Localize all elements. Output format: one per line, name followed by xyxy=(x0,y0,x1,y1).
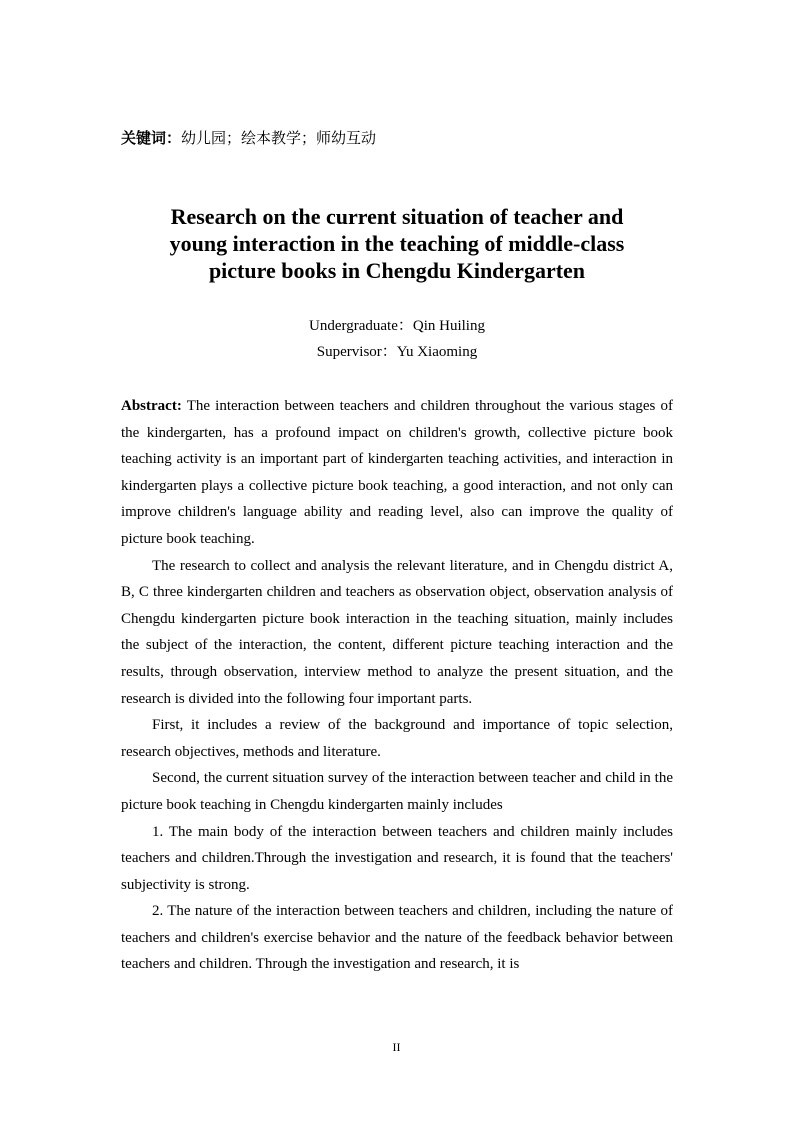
supervisor-line: Supervisor：Yu Xiaoming xyxy=(316,344,478,360)
abstract-paragraph: The research to collect and analysis the relevant literature, and in Chengdu district A, B, C three kindergarten children and teachers as observation object, observation analysis of Chengdu kindergarten picture book interaction in the teaching situation, mainly includes the subject of the interaction, the content, different picture teaching interaction and the results, through observation, interview method to analyze the present situation, and the research is divided into the following four important parts. xyxy=(121,557,673,707)
keywords-line xyxy=(121,127,376,149)
page-number: II xyxy=(392,1040,401,1054)
keywords-label: 关键词： xyxy=(121,129,182,147)
abstract-paragraph: First, it includes a review of the background and importance of topic selection, research objectives, methods and literature. xyxy=(121,717,673,760)
abstract-paragraph xyxy=(121,393,673,553)
paper-title xyxy=(121,203,673,284)
title-line: young interaction in the teaching of middle-class xyxy=(169,231,625,256)
undergraduate-line: Undergraduate：Qin Huiling xyxy=(309,318,485,334)
abstract-label: Abstract: xyxy=(121,398,182,414)
abstract-paragraph: 1. The main body of the interaction between teachers and children mainly includes teachers and children.Through the investigation and research, it is found that the teachers' subjectivity is strong. xyxy=(121,823,673,893)
abstract-body xyxy=(121,393,673,978)
abstract-paragraph: 2. The nature of the interaction between teachers and children, including the nature of teachers and children's exercise behavior and the nature of the feedback behavior between teachers and children. Through the investigation and research, it is xyxy=(121,903,673,973)
keywords-text: 幼儿园；绘本教学；师幼互动 xyxy=(181,129,377,147)
abstract-paragraph-text: The interaction between teachers and children throughout the various stages of the kindergarten, has a profound impact on children's growth, collective picture book teaching activity is an important part of kindergarten teaching activities, and interaction in kindergarten plays a collective picture book teaching, a good interaction, and not only can improve children's language ability and reading level, also can improve the quality of picture book teaching. xyxy=(121,398,673,547)
title-line: picture books in Chengdu Kindergarten xyxy=(208,258,586,283)
title-line: Research on the current situation of teacher and xyxy=(170,204,624,229)
abstract-paragraph: Second, the current situation survey of the interaction between teacher and child in the picture book teaching in Chengdu kindergarten mainly includes xyxy=(121,770,673,813)
